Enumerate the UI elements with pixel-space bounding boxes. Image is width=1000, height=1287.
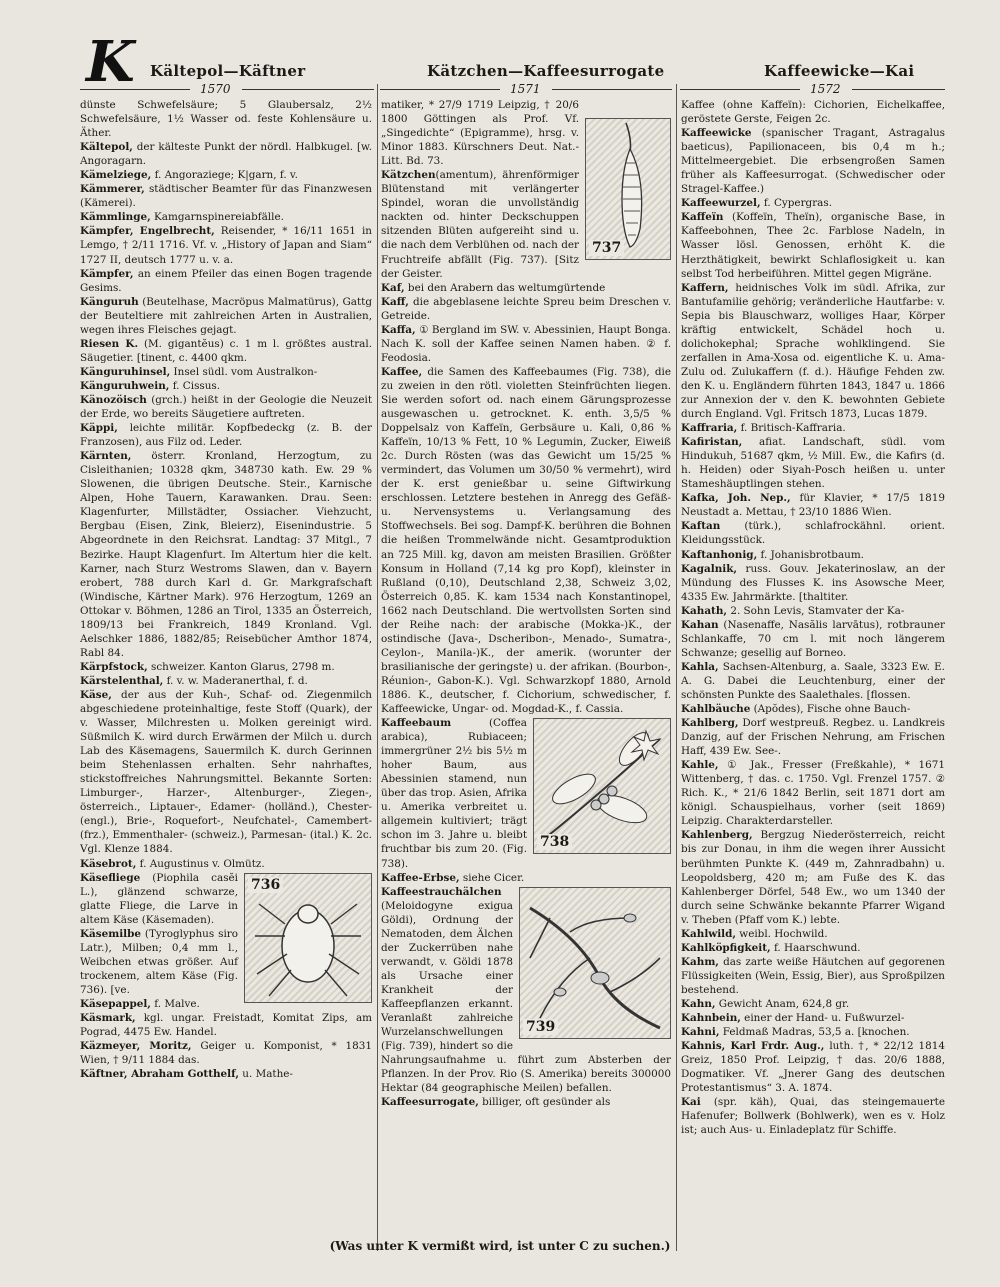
column-3-title: Kaffeewicke—Kai <box>764 62 915 80</box>
header-rule-1b <box>242 89 374 90</box>
entry <box>681 548 945 562</box>
entry-body: siehe Cicer. <box>459 871 525 884</box>
entry <box>681 604 945 618</box>
entry <box>80 365 372 379</box>
entry <box>80 449 372 660</box>
headword: Kahath, <box>681 604 728 617</box>
entry-body: die abgeblasene leichte Spreu beim Dreschen v. Getreide. <box>381 295 671 322</box>
entry-body: ① Jak., Fresser (Freßkahle), * 1671 Wittenberg, † das. c. 1750. Vgl. Frenzel 1757. ② Rich. K., * 21/6 1842 Berlin, seit 1871 dort am königl. Schauspielhaus, vorher (seit 1869) Leipzig. Charakterdarsteller. <box>681 759 945 828</box>
figure-736-cheese-mite <box>244 873 372 1003</box>
entry <box>381 365 671 716</box>
entry-body: (Nasenaffe, Nasălis larvātus), rotbrauner Schlankaffe, 70 cm l. mit noch längerem Schwanze; gesellig auf Borneo. <box>681 618 945 659</box>
entry <box>80 295 372 337</box>
column-divider-2 <box>676 84 677 1251</box>
headword: Käftner, Abraham Gotthelf, <box>80 1068 239 1081</box>
entry <box>681 927 945 941</box>
entry-body: die Samen des Kaffeebaumes (Fig. 738), die zu zweien in den rötl. violetten Steinfrüchten liegen. Sie werden sofort od. nach einem Gärungsprozesse ausgewaschen u. getrocknet. K. enth. 3,5/5 % Doppelsalz von Kaffeïn, Gerbsäure u. Kali, 0,86 % Kaffeïn, 10/13 % Fett, 10 % Legumin, Zucker, Eiweiß 2c. Durch Rösten (was das Gewicht um 15/25 % vermindert, das Volumen um 30/50 % vermehrt), wird der K. erst genießbar u. seine Giftwirkung erschlossen. Letztere bestehen in Anregg des Gefäß- u. Nervensystems u. Verlangsamung des Stoffwechsels. Bei sog. Dampf-K. berühren die Bohnen die heißen Trommelwände nicht. Gesamtproduktion an 725 Mill. kg, davon am meisten Brasilien. Größter Konsum in Holland (7,14 kg pro Kopf), kleinster in Rußland (0,10), Deutschland 2,38, Schweiz 3,02, Österreich 0,85. K. kam 1534 nach Konstantinopel, 1662 nach Deutschland. Die wertvollsten Sorten sind der Reihe nach: der arabische (Mokka-)K., der ostindische (Java-, Dscheribon-, Menado-, Sumatra-, Ceylon-, Manila-)K., der amerik. (worunter der brasilianische der geringste) u. der afrikan. (Bourbon-, Réunion-, Gabon-K.). Vgl. Schwarzkopf 1880, Arnold 1886. K., deutscher, f. Cichorium, schwedischer, f. Kaffeewicke, Ungar- od. Mogdad-K., f. Cassia. <box>381 365 671 716</box>
entry <box>681 196 945 210</box>
entry-body: Bergzug Niederösterreich, reicht bis zur Donau, in ihm die wegen ihrer Aussicht berühmten Punkte K. (449 m, Zahnradbahn) u. Leopoldsberg, 420 m; am Fuße des K. das Kahlenberger Dörfel, 548 Ew., wo um 1340 der durch seine Schwänke bekannte Pfarrer Wigand v. Theben (Pfaff vom K.) lebte. <box>681 829 945 926</box>
entry-body: (Apŏdes), Fische ohne Bauch- <box>750 703 911 716</box>
header-rule-1a <box>80 89 190 90</box>
entry-text: matiker, * 27/9 1719 Leipzig, † 20/6 1800 Göttingen als Prof. Vf. „Singedichte“ (Epigramme), hrsg. v. Minor 1883. Kürschners Deut. Nat.-Litt. Bd. 73. <box>381 99 579 168</box>
entry <box>80 1011 372 1039</box>
headword: Kämpfer, Engelbrecht, <box>80 225 215 238</box>
entry <box>681 1025 945 1039</box>
coffee-root-illustration <box>520 888 670 1038</box>
entry <box>80 267 372 295</box>
headword: Kahlberg, <box>681 717 739 730</box>
entry-body: f. Angoraziege; K|garn, f. v. <box>151 169 298 182</box>
entry <box>681 941 945 955</box>
entry <box>80 857 372 871</box>
figure-number: 737 <box>589 240 624 256</box>
entry <box>80 674 372 688</box>
figure-737-catkin <box>585 118 671 260</box>
page-number-1: 1570 <box>200 82 231 96</box>
headword: Kaffeewurzel, <box>681 197 761 210</box>
entry <box>80 688 372 857</box>
headword: Kahlenberg, <box>681 829 753 842</box>
entry <box>80 379 372 393</box>
headword: Kaffeewicke <box>681 127 752 140</box>
entry <box>381 871 671 885</box>
entry <box>681 210 945 280</box>
entry <box>80 168 372 182</box>
headword: Känguruhinsel, <box>80 365 171 378</box>
coffee-plant-illustration <box>534 719 670 853</box>
headword: Kaffeestrauchälchen <box>381 885 502 898</box>
entry-text: Kaffee (ohne Kaffeïn): Cichorien, Eichelkaffee, geröstete Gerste, Feigen 2c. <box>681 99 945 126</box>
entry-body: für Klavier, * 17/5 1819 Neustadt a. Mettau, † 23/10 1886 Wien. <box>681 492 945 519</box>
entry-body: städtischer Beamter für das Finanzwesen (Kämerei). <box>80 183 372 210</box>
entry <box>80 210 372 224</box>
column-divider-1 <box>377 84 378 1251</box>
entry-body: der kälteste Punkt der nördl. Halbkugel. [w. Angoragarn. <box>80 141 372 168</box>
headword: Kahle, <box>681 759 719 772</box>
entry-body: (Tyroglyphus siro Latr.), Milben; 0,4 mm l., Weibchen etwas größer. Auf trockenem, altem Käse (Fig. 736). [ve. <box>80 927 238 996</box>
headword: Käppi, <box>80 422 118 435</box>
headword: Kaffern, <box>681 281 729 294</box>
section-letter: K <box>86 29 135 95</box>
entry-body: billiger, oft gesünder als <box>478 1096 611 1109</box>
entry-body: das zarte weiße Häutchen auf gegorenen Flüssigkeiten (Wein, Essig, Bier), aus Sproßpilzen bestehend. <box>681 955 945 996</box>
entry-body: Geiger u. Komponist, * 1831 Wien, † 9/11 1884 das. <box>80 1040 372 1067</box>
entry <box>381 323 671 365</box>
footer-note: (Was unter K vermißt wird, ist unter C zu suchen.) <box>329 1239 671 1253</box>
entry-body: Gewicht Anam, 624,8 gr. <box>715 998 850 1010</box>
headword: Kaffee-Erbse, <box>381 871 460 884</box>
entry-body: f. v. w. Maderanerthal, f. d. <box>163 674 308 687</box>
entry-body: kgl. ungar. Freistadt, Komitat Zips, am Pograd, 4475 Ew. Handel. <box>80 1012 372 1039</box>
entry-body: weibl. Hochwild. <box>736 927 828 940</box>
entry-body: Kamgarnspinereiabfälle. <box>150 211 284 224</box>
entry <box>381 1095 671 1109</box>
headword: Kahlwild, <box>681 927 736 940</box>
entry-body: (Koffeïn, Theïn), organische Base, in Kaffeebohnen, Thee 2c. Farblose Nadeln, in Wasser lösl. Genossen, erhöht K. die Herzthätigkeit, bewirkt Schlaflosigkeit u. kan selbst Tod herbeiführen. Mittel gegen Migräne. <box>681 211 945 280</box>
headword: Käsepappel, <box>80 998 151 1010</box>
entry-body: (Beutelhase, Macröpus Malmatürus), Gattg der Beuteltiere mit zahlreichen Arten in Australien, wegen ihres Fleisches gejagt. <box>80 295 372 336</box>
entry <box>80 393 372 421</box>
headword: Kahlköpfigkeit, <box>681 941 771 954</box>
headword: Kai <box>681 1096 701 1109</box>
entry <box>681 1095 945 1137</box>
headword: Käsefliege <box>80 871 141 884</box>
entry <box>681 126 945 196</box>
page-number-3: 1572 <box>810 82 841 96</box>
entry <box>681 660 945 702</box>
headword: Kämelziege, <box>80 169 152 182</box>
entry-body: einer der Hand- u. Fußwurzel- <box>740 1012 905 1025</box>
entry <box>80 1039 372 1067</box>
headword: Känguruhwein, <box>80 379 170 392</box>
entry <box>681 758 945 828</box>
entry <box>80 182 372 210</box>
catkin-illustration <box>586 119 670 259</box>
entry <box>681 519 945 547</box>
figure-738-coffee-plant <box>533 718 671 854</box>
header-rule-2b <box>552 89 672 90</box>
entry <box>381 281 671 295</box>
entry <box>681 955 945 997</box>
headword: Kämmlinge, <box>80 211 151 224</box>
entry-body: Reisender, * 16/11 1651 in Lemgo, † 2/11 1716. Vf. v. „History of Japan and Siam“ 1727 II, deutsch 1777 u. v. a. <box>80 225 372 266</box>
entry-body: (Piophila casĕi L.), glänzend schwarze, glatte Fliege, die Larve in altem Käse (Käsemaden). <box>80 871 238 926</box>
entry <box>681 281 945 421</box>
entry-body: Insel südl. vom Australkon- <box>170 365 318 378</box>
headword: Kahnbein, <box>681 1012 741 1025</box>
headword: Kahlbäuche <box>681 703 751 716</box>
entry-body: österr. Kronland, Herzogtum, zu Cisleithanien; 10328 qkm, 348730 kath. Ew. 29 % Slowenen, die übrigen Deutsche. Steir., Karnische Alpen, Hohe Tauern, Karawanken. Drau. Seen: Klagenfurter, Millstädter, Ossiacher. Viehzucht, Bergbau (Eisen, Zink, Bleierz), Eisenindustrie. 5 Abgeordnete in den Reichsrat. Landtag: 37 Mitgl., 7 Bezirke. Haupt Klagenfurt. Im Altertum hier die kelt. Karner, nach Sturz Westroms Slawen, dan v. Bayern erobert, 788 durch Karl d. Gr. Markgrafschaft (Windische, Kärtner Mark). 976 Herzogtum, 1269 an Ottokar v. Böhmen, 1286 an Tirol, 1335 an Österreich, 1809/13 bei Frankreich, 1849 Kronland. Vgl. Aelschker 1886, 1882/85; Reisebücher Amthor 1874, Rabl 84. <box>80 450 372 659</box>
entry-body: bei den Arabern das weltumgürtende <box>404 281 606 294</box>
headword: Kahnis, Karl Frdr. Aug., <box>681 1040 825 1053</box>
headword: Kaffee, <box>381 365 423 378</box>
entry <box>681 1039 945 1095</box>
figure-number: 736 <box>248 877 283 893</box>
headword: Kärpfstock, <box>80 660 148 673</box>
headword: Kaff, <box>381 295 409 308</box>
figure-number: 738 <box>537 834 572 850</box>
headword: Kafiristan, <box>681 436 743 449</box>
headword: Kärnten, <box>80 450 132 463</box>
entry-body: Sachsen-Altenburg, a. Saale, 3323 Ew. E. A. G. Dabei die Leuchtenburg, einer der schönsten Punkte des Saalethales. [flossen. <box>681 660 945 701</box>
entry <box>381 295 671 323</box>
column-2-title: Kätzchen—Kaffeesurrogate <box>427 62 665 80</box>
headword: Kämmerer, <box>80 183 145 196</box>
entry-body: schweizer. Kanton Glarus, 2798 m. <box>147 660 335 673</box>
entry-body: heidnisches Volk im südl. Afrika, zur Bantufamilie gehörig; veränderliche Hautfarbe: v. Sepia bis Blauschwarz, wolliges Haar, Körper kräftig entwickelt, Schädel hoch u. dolichokephal; Sprache wohlklingend. Sie zerfallen in Ama-Xosa od. eigentliche K. u. Ama-Zulu od. Zulukaffern (f. d.). Häufige Fehden zw. den K. u. Engländern führten 1843, 1847 u. 1866 zur Annexion der v. den K. bewohnten Gebiete durch England. Vgl. Fritsch 1873, Lucas 1879. <box>681 281 945 421</box>
figure-739-coffee-root-nematode <box>519 887 671 1039</box>
entry <box>80 224 372 266</box>
entry <box>80 421 372 449</box>
entry-body: (amentum), ährenförmiger Blütenstand mit verlängerter Spindel, woran die unvollständig nackten od. hinter Deckschuppen sitzenden Blüten aufgereiht sind u. die nach dem Verblühen od. nach der Fruchtreife abfällt (Fig. 737). [Sitz der Geister. <box>381 169 579 280</box>
headword: Kätzchen <box>381 169 436 182</box>
entry-body: der aus der Kuh-, Schaf- od. Ziegenmilch abgeschiedene proteinhaltige, feste Stoff (Quark), der v. Wasser, Milchresten u. Molken gereinigt wird. Süßmilch K. wird durch Erwärmen der Milch u. durch Lab des Käsemagens, Sauermilch K. durch Gerinnen beim Stehenlassen erhalten. Sehr nahrhaftes, stickstoffreiches Nahrungsmittel. Bekannte Sorten: Limburger-, Harzer-, Altenburger-, Ziegen-, österreich., Liptauer-, Edamer- (holländ.), Chester- (engl.), Brie-, Roquefort-, Neufchatel-, Camembert- (frz.), Emmenthaler- (schweiz.), Parmesan- (ital.) K. 2c. Vgl. Klenze 1884. <box>80 688 372 856</box>
entry <box>681 491 945 519</box>
headword: Käse, <box>80 688 112 701</box>
entry-body: (Meloidogyne exigua Göldi), Ordnung der Nematoden, dem Älchen der Zuckerrüben nahe verwandt, v. Göldi 1878 als Ursache einer Krankheit der Kaffeepflanzen erkannt. Veranlaßt zahlreiche Wurzelanschwellungen (Fig. 739), hindert so die Nahrungsaufnahme u. führt zum Absterben der Pflanzen. In der Prov. Rio (S. Amerika) bereits 300000 Hektar (84 geographische Meilen) befallen. <box>381 899 671 1095</box>
headword: Kahn, <box>681 998 716 1010</box>
header-rule-3a <box>680 89 800 90</box>
entry-body: 2. Sohn Levis, Stamvater der Ka- <box>727 604 905 617</box>
entry-body: f. Augustinus v. Olmütz. <box>136 857 265 870</box>
entry-body: ① Bergland im SW. v. Abessinien, Haupt Bonga. Nach K. soll der Kaffee seinen Namen haben. ② f. Feodosia. <box>381 323 671 364</box>
entry <box>681 702 945 716</box>
entry-body: an einem Pfeiler das einen Bogen tragende Gesims. <box>80 267 372 294</box>
entry-body: (Coffea arabica), Rubiaceen; immergrüner 2½ bis 5½ m hoher Baum, aus Abessinien stamend, nun über das trop. Asien, Afrika u. Amerika verbreitet u. allgemein kultiviert; trägt schon im 3. Jahre u. bleibt fruchtbar bis zum 20. (Fig. 738). <box>381 717 527 870</box>
headword: Kaffeesurrogate, <box>381 1096 479 1109</box>
entry <box>681 716 945 758</box>
headword: Käzmeyer, Moritz, <box>80 1040 192 1053</box>
entry <box>80 660 372 674</box>
headword: Kaftan <box>681 520 721 533</box>
entry <box>681 421 945 435</box>
entry-body: f. Haarschwund. <box>770 941 861 954</box>
headword: Kahni, <box>681 1026 720 1039</box>
column-1 <box>80 98 372 1233</box>
headword: Kämpfer, <box>80 267 134 280</box>
headword: Käsmark, <box>80 1012 136 1025</box>
headword: Kaffeïn <box>681 211 724 224</box>
entry-body: russ. Gouv. Jekaterinoslaw, an der Mündung des Flusses K. ins Asowsche Meer, 4335 Ew. Jahrmärkte. [thaltiter. <box>681 562 945 603</box>
headword: Kaftanhonig, <box>681 548 758 561</box>
entry-body: f. Malve. <box>150 998 200 1010</box>
headword: Kahm, <box>681 955 719 968</box>
header-rule-3b <box>852 89 945 90</box>
entry <box>681 435 945 491</box>
page-number-2: 1571 <box>510 82 541 96</box>
entry-body: (türk.), schlafrockähnl. orient. Kleidungsstück. <box>681 520 945 547</box>
entry-body: (spr. käh), Quai, das steingemauerte Hafenufer; Bollwerk (Bohlwerk), wen es v. Holz ist; auch Aus- u. Einladeplatz für Schiffe. <box>681 1096 945 1137</box>
headword: Känozöisch <box>80 393 147 406</box>
entry-body: (M. gigantĕus) c. 1 m l. größtes austral. Säugetier. [tinent, c. 4400 qkm. <box>80 337 372 364</box>
headword: Kaf, <box>381 281 405 294</box>
entry-body: f. Cypergras. <box>760 197 832 210</box>
headword: Kahla, <box>681 660 719 673</box>
headword: Käsebrot, <box>80 857 137 870</box>
entry <box>681 997 945 1011</box>
headword: Kaffraria, <box>681 422 738 435</box>
entry-body: f. Cissus. <box>169 379 221 392</box>
header-rule-2a <box>380 89 500 90</box>
cheese-mite-illustration <box>245 874 371 1002</box>
entry <box>681 1011 945 1025</box>
entry <box>681 828 945 926</box>
entry-body: f. Johanisbrotbaum. <box>757 548 864 561</box>
entry-body: luth. †, * 22/12 1814 Greiz, 1850 Prof. Leipzig, † das. 20/6 1888, Dogmatiker. Vf. „Jnerer Gang des deutschen Protestantismus“ 3. A. 1874. <box>681 1040 945 1095</box>
entry <box>681 618 945 660</box>
column-2 <box>381 98 671 1233</box>
entry <box>681 562 945 604</box>
headword: Kagalnik, <box>681 562 738 575</box>
entry-body: (grch.) heißt in der Geologie die Neuzeit der Erde, wo bereits Säugetiere auftreten. <box>80 393 372 421</box>
entry-body: afiat. Landschaft, südl. vom Hindukuh, 51687 qkm, ½ Mill. Ew., die Kafirs (d. h. Heiden) oder Siyah-Posch heißen u. unter Stameshäuptlingen stehen. <box>681 436 945 491</box>
entry-body: Dorf westpreuß. Regbez. u. Landkreis Danzig, auf der Frischen Nehrung, am Frischen Haff, 439 Ew. See-. <box>681 717 945 758</box>
entry <box>80 337 372 365</box>
headword: Kahan <box>681 618 719 631</box>
headword: Kärstelenthal, <box>80 674 164 687</box>
figure-number: 739 <box>523 1019 558 1035</box>
entry <box>80 140 372 168</box>
entry-body: u. Mathe- <box>238 1068 293 1081</box>
headword: Kafka, Joh. Nep., <box>681 492 791 505</box>
headword: Kältepol, <box>80 141 133 154</box>
entry-body: f. Britisch-Kaffraria. <box>737 422 846 435</box>
entry-body: (spanischer Tragant, Astragalus baeticus), Papilionaceen, bis 0,4 m h.; Mittelmeergebiet. Die erbsengroßen Samen früher als Kaffeesurrogat. (Schwedischer oder Stragel-Kaffee.) <box>681 127 945 196</box>
headword: Känguruh <box>80 295 139 308</box>
entry <box>80 1067 372 1081</box>
column-3 <box>681 98 945 1233</box>
column-1-title: Kältepol—Käftner <box>150 62 306 80</box>
headword: Käsemilbe <box>80 927 141 940</box>
entry-body: leichte militär. Kopfbedeckg (z. B. der Franzosen), aus Filz od. Leder. <box>80 422 372 449</box>
headword: Kaffeebaum <box>381 717 452 730</box>
entry-body: Feldmaß Madras, 53,5 a. [knochen. <box>719 1026 910 1039</box>
headword: Kaffa, <box>381 323 416 336</box>
headword: Riesen K. <box>80 337 139 350</box>
entry-text: dünste Schwefelsäure; 5 Glaubersalz, 2½ Schwefelsäure, 1½ Wasser od. feste Kohlensäure u. Äther. <box>80 99 372 140</box>
